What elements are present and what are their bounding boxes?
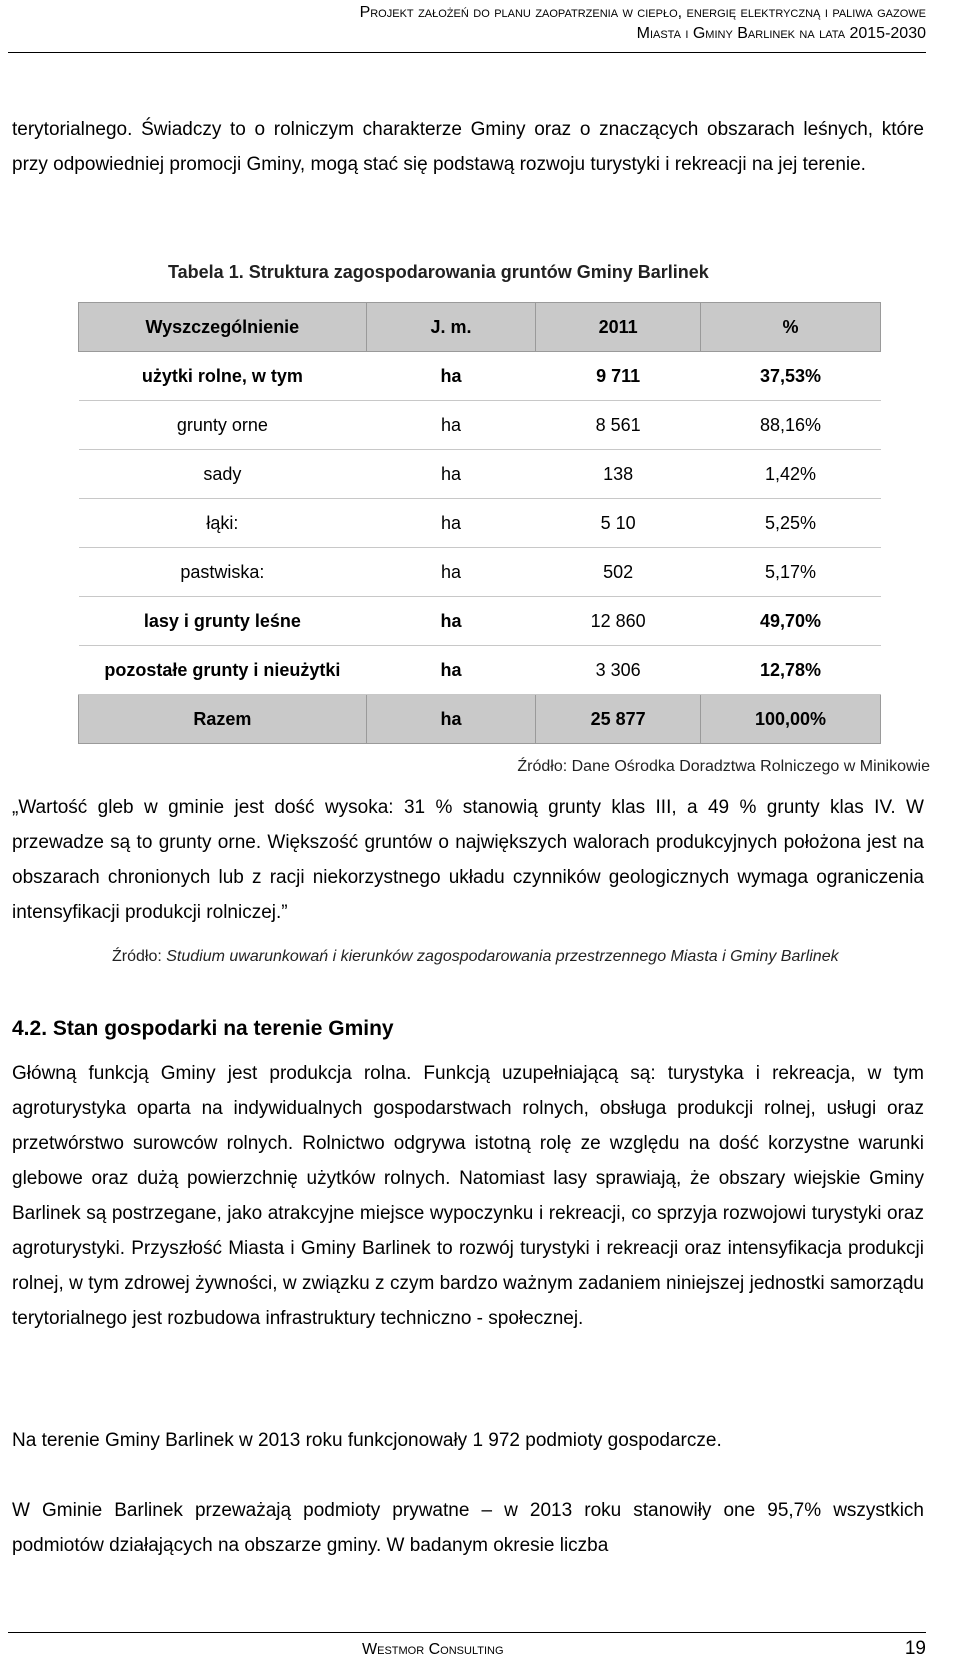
row-value: 12 860 xyxy=(536,597,701,646)
row-unit: ha xyxy=(366,548,536,597)
row-percent: 49,70% xyxy=(701,597,881,646)
table-row xyxy=(79,499,881,548)
row-percent: 1,42% xyxy=(701,450,881,499)
row-unit: ha xyxy=(366,352,536,401)
table-caption-label: Tabela 1. xyxy=(168,262,244,282)
table-caption-text: Struktura zagospodarowania gruntów Gminy Barlinek xyxy=(248,262,709,282)
row-label: Razem xyxy=(79,695,367,744)
quote-source-label: Źródło: xyxy=(112,948,162,965)
row-label: pozostałe grunty i nieużytki xyxy=(79,646,367,695)
row-label: lasy i grunty leśne xyxy=(79,597,367,646)
table-row xyxy=(79,597,881,646)
table-header-row xyxy=(79,303,881,352)
row-value: 5 10 xyxy=(536,499,701,548)
section-paragraph-3: W Gminie Barlinek przeważają podmioty prywatne – w 2013 roku stanowiły one 95,7% wszystkich podmiotów działających na obszarze gminy. W badanym okresie liczba xyxy=(12,1500,924,1556)
header-cell: J. m. xyxy=(366,303,536,352)
row-percent: 5,17% xyxy=(701,548,881,597)
row-percent: 37,53% xyxy=(701,352,881,401)
table-caption xyxy=(168,262,709,283)
row-unit: ha xyxy=(366,597,536,646)
header-line-2: Miasta i Gminy Barlinek na lata 2015-2030 xyxy=(636,25,926,42)
row-value: 8 561 xyxy=(536,401,701,450)
section-paragraph-1: Główną funkcją Gminy jest produkcja rolna. Funkcją uzupełniającą są: turystyka i rekreacja, w tym agroturystyka oparta na indywidualnych gospodarstwach rolnych, obsługa produkcji rolnej, usługi oraz przetwórstwo surowców rolnych. Rolnictwo odgrywa istotną rolę ze względu na dość korzystne warunki glebowe oraz dużą powierzchnię użytków rolnych. Natomiast lasy sprawiają, że obszary wiejskie Gminy Barlinek są postrzegane, jako atrakcyjne miejsce wypoczynku i rekreacji, co sprzyja rozwojowi turystyki oraz agroturystyki. Przyszłość Miasta i Gminy Barlinek to rozwój turystyki i rekreacji oraz intensyfikacja produkcji rolnej, w tym zdrowej żywności, w związku z czym bardzo ważnym zadaniem niniejszej jednostki samorządu terytorialnego jest rozbudowa infrastruktury techniczno - społecznej. xyxy=(12,1063,924,1329)
table-row xyxy=(79,352,881,401)
row-percent: 5,25% xyxy=(701,499,881,548)
land-use-table xyxy=(78,302,881,744)
table-row xyxy=(79,450,881,499)
row-value: 9 711 xyxy=(536,352,701,401)
quote-paragraph: „Wartość gleb w gminie jest dość wysoka: 31 % stanowią grunty klas III, a 49 % grunty klas IV. W przewadze są to grunty orne. Większość gruntów o największych walorach produkcyjnych położona jest na obszarach chronionych lub z racji niekorzystnego układu czynników geologicznych wymaga ograniczenia intensyfikacji produkcji rolniczej.” xyxy=(12,797,924,923)
row-unit: ha xyxy=(366,646,536,695)
row-percent: 88,16% xyxy=(701,401,881,450)
row-label: użytki rolne, w tym xyxy=(79,352,367,401)
row-label: sady xyxy=(79,450,367,499)
row-value: 25 877 xyxy=(536,695,701,744)
table-row xyxy=(79,548,881,597)
row-percent: 12,78% xyxy=(701,646,881,695)
footer-divider xyxy=(8,1632,926,1633)
row-value: 3 306 xyxy=(536,646,701,695)
header-cell: 2011 xyxy=(536,303,701,352)
table-row xyxy=(79,646,881,695)
table-total-row xyxy=(79,695,881,744)
section-paragraph-2: Na terenie Gminy Barlinek w 2013 roku funkcjonowały 1 972 podmioty gospodarcze. xyxy=(12,1430,722,1451)
header-cell: % xyxy=(701,303,881,352)
section-heading: 4.2. Stan gospodarki na terenie Gminy xyxy=(12,1017,394,1040)
row-label: grunty orne xyxy=(79,401,367,450)
page-number: 19 xyxy=(904,1638,926,1659)
row-value: 138 xyxy=(536,450,701,499)
row-unit: ha xyxy=(366,695,536,744)
row-value: 502 xyxy=(536,548,701,597)
header-cell: Wyszczególnienie xyxy=(79,303,367,352)
running-header xyxy=(26,2,926,44)
row-unit: ha xyxy=(366,499,536,548)
row-unit: ha xyxy=(366,401,536,450)
row-unit: ha xyxy=(366,450,536,499)
table-row xyxy=(79,401,881,450)
header-line-1: Projekt założeń do planu zaopatrzenia w ciepło, energię elektryczną i paliwa gazowe xyxy=(359,4,926,21)
quote-source-note xyxy=(112,948,839,966)
footer-company: Westmor Consulting xyxy=(362,1641,504,1658)
intro-paragraph: terytorialnego. Świadczy to o rolniczym charakterze Gminy oraz o znaczących obszarach leśnych, które przy odpowiedniej promocji Gminy, mogą stać się podstawą rozwoju turystyki i rekreacji na jej terenie. xyxy=(12,119,924,175)
row-label: łąki: xyxy=(79,499,367,548)
header-divider xyxy=(8,52,926,53)
table-source-note: Źródło: Dane Ośrodka Doradztwa Rolniczego w Minikowie xyxy=(517,758,930,775)
row-label: pastwiska: xyxy=(79,548,367,597)
quote-source-text: Studium uwarunkowań i kierunków zagospodarowania przestrzennego Miasta i Gminy Barlinek xyxy=(166,948,839,965)
row-percent: 100,00% xyxy=(701,695,881,744)
